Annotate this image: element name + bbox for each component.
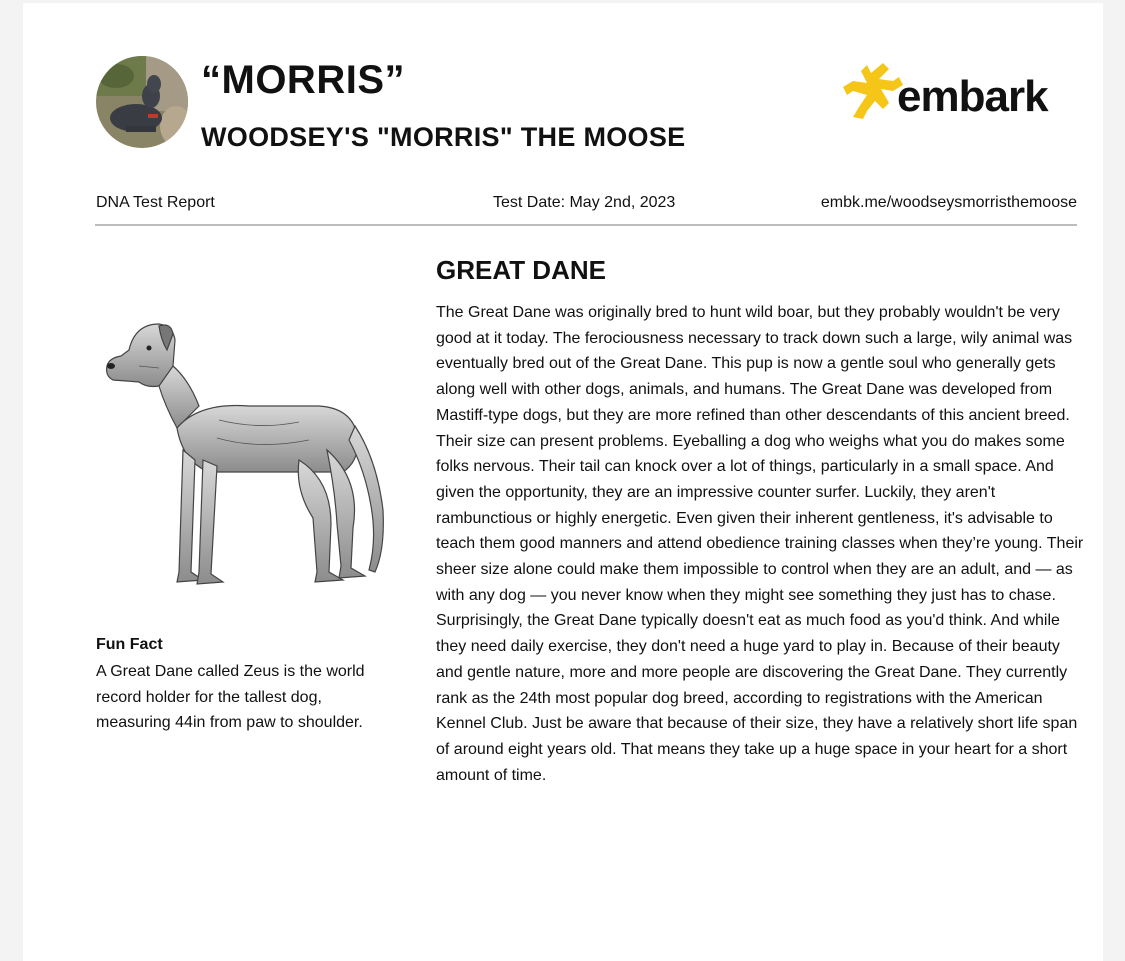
test-date-label: Test Date: May 2nd, 2023 — [493, 194, 676, 211]
profile-link[interactable]: embk.me/woodseysmorristhemoose — [820, 194, 1077, 211]
fun-fact-text: A Great Dane called Zeus is the world record holder for the tallest dog, measuring 44in from paw to shoulder. — [96, 663, 365, 731]
dog-registered-name: WOODSEY'S "MORRIS" THE MOOSE — [201, 122, 686, 152]
breed-name-heading: GREAT DANE — [436, 255, 606, 285]
header-divider — [95, 224, 1077, 226]
fun-fact-title: Fun Fact — [96, 636, 163, 653]
embark-logo-mark-icon — [841, 61, 905, 123]
embark-logo[interactable] — [841, 61, 1071, 126]
dog-avatar — [96, 56, 188, 148]
breed-description: The Great Dane was originally bred to hunt wild boar, but they probably wouldn't be very good at it today. The ferociousness necessary to track down such a large, wily animal was eventually bred out of the Great Dane. This pup is now a gentle soul who generally gets along well with other dogs, animals, and humans. The Great Dane was developed from Mastiff-type dogs, but they are more refined than other descendants of this ancient breed. Their size can present problems. Eyeballing a dog who weighs what you do makes some folks nervous. Their tail can knock over a lot of things, particularly in a small space. And given the opportunity, they are an impressive counter surfer. Luckily, they aren't rambunctious or highly energetic. Even given their inherent gentleness, it's advisable to teach them good manners and attend obedience training classes when they’re young. Their sheer size alone could make them impossible to control when they are an adult, and — as with any dog — you never know when they might see something they just has to chase. Surprisingly, the Great Dane typically doesn't eat as much food as you'd think. And while they need daily exercise, they don't need a huge yard to play in. Because of their beauty and gentle nature, more and more people are discovering the Great Dane. They currently rank as the 24th most popular dog breed, according to registrations with the American Kennel Club. Just be aware that because of their size, they have a relatively short life span of around eight years old. That means they take up a huge space in your heart for a short amount of time. — [436, 304, 1084, 784]
embark-logo-text: embark — [897, 72, 1048, 121]
dog-call-name: “MORRIS” — [201, 58, 405, 102]
report-page — [23, 3, 1103, 961]
great-dane-illustration — [99, 310, 389, 595]
report-type-label: DNA Test Report — [96, 194, 215, 211]
